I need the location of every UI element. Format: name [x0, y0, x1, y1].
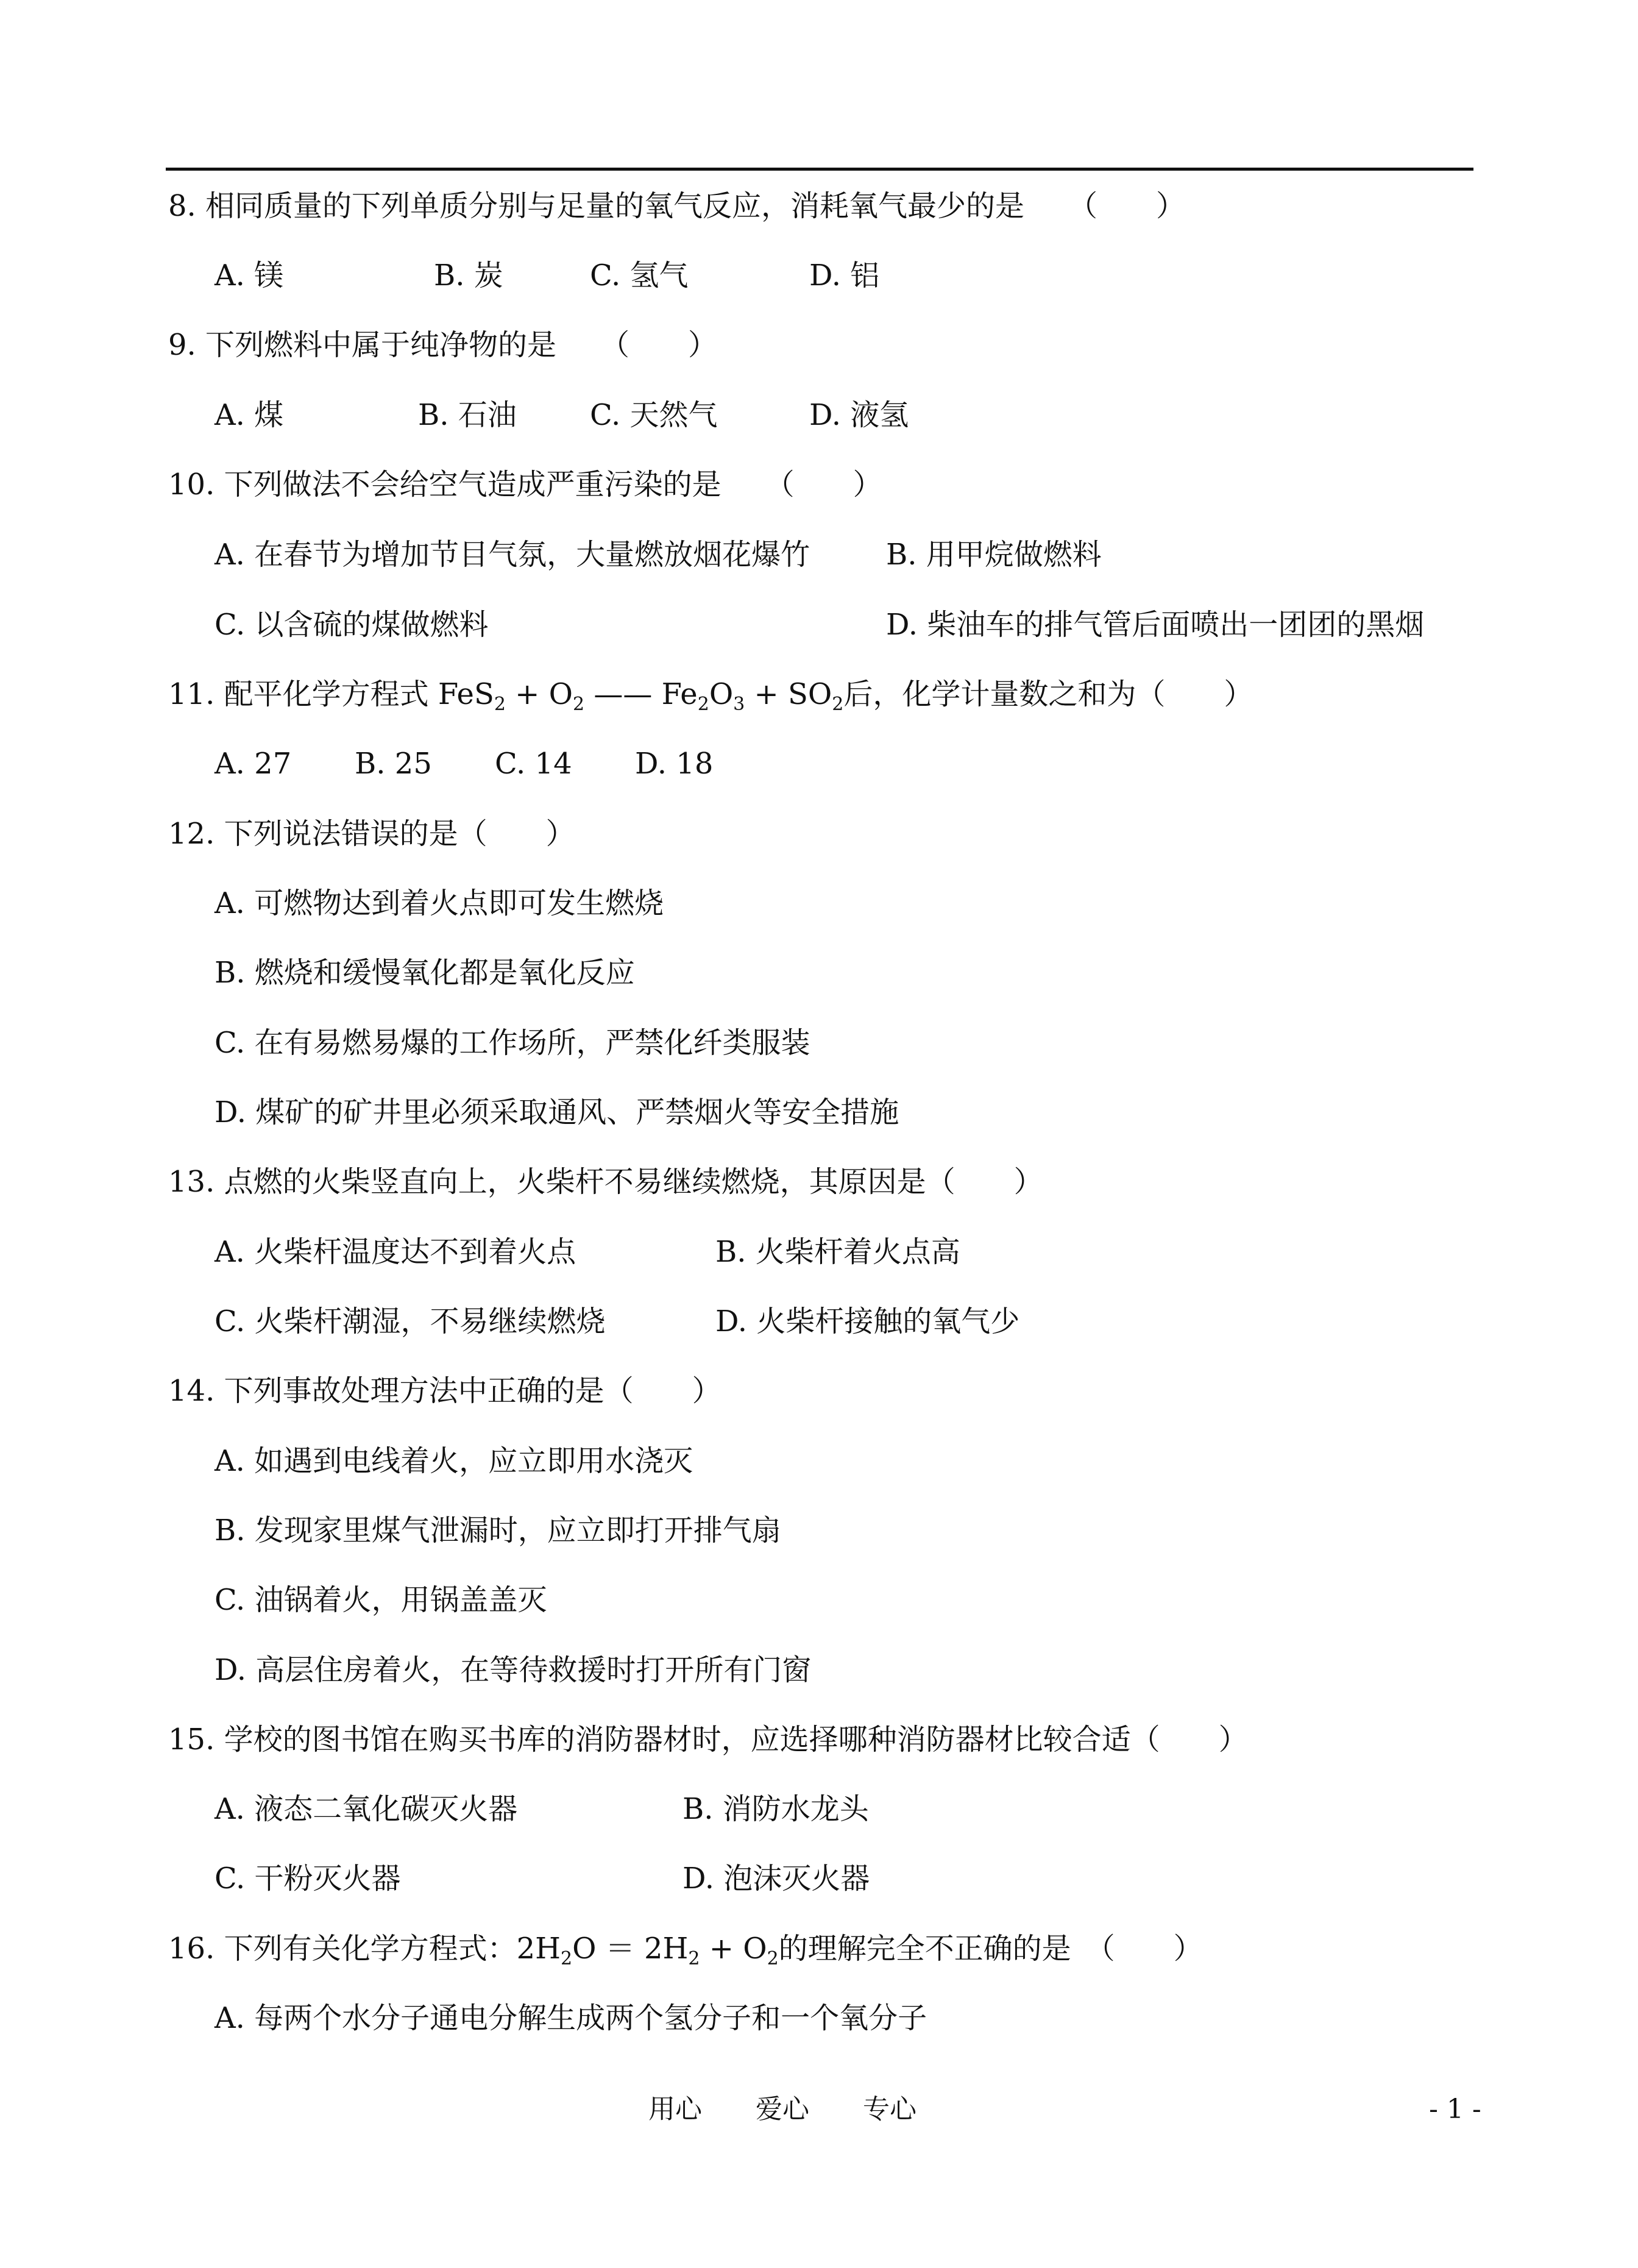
- footer-motto: 用心 爱心 专心: [648, 2094, 916, 2125]
- question-11-option-a: A. 27: [214, 747, 292, 781]
- page-number: - 1 -: [1429, 2094, 1481, 2125]
- question-10-stem: 10. 下列做法不会给空气造成严重污染的是 （ ）: [168, 467, 882, 502]
- equation-part: + O: [505, 677, 573, 711]
- subscript: 2: [561, 1948, 573, 1969]
- question-15-option-b: B. 消防水龙头: [682, 1792, 869, 1826]
- question-16-text: 16. 下列有关化学方程式：2H: [168, 1932, 561, 1966]
- subscript: 2: [697, 694, 709, 715]
- subscript: 2: [832, 694, 844, 715]
- question-8-option-a: A. 镁: [214, 258, 284, 293]
- equation-part: + O: [700, 1932, 767, 1966]
- question-10-option-c: C. 以含硫的煤做燃料: [214, 608, 489, 642]
- question-12-option-a: A. 可燃物达到着火点即可发生燃烧: [214, 886, 664, 920]
- equation-part: O: [709, 677, 734, 711]
- question-9-option-b: B. 石油: [418, 398, 517, 432]
- question-12-option-d: D. 煤矿的矿井里必须采取通风、严禁烟火等安全措施: [214, 1095, 899, 1129]
- question-11-option-b: B. 25: [355, 747, 432, 781]
- question-8-stem: 8. 相同质量的下列单质分别与足量的氧气反应，消耗氧气最少的是 （ ）: [168, 189, 1186, 223]
- question-15-option-d: D. 泡沫灭火器: [682, 1861, 870, 1896]
- question-14-option-d: D. 高层住房着火，在等待救援时打开所有门窗: [214, 1653, 812, 1687]
- question-16-option-a: A. 每两个水分子通电分解生成两个氢分子和一个氧分子: [214, 2001, 927, 2035]
- question-13-stem: 13. 点燃的火柴竖直向上，火柴杆不易继续燃烧，其原因是（ ）: [168, 1165, 1043, 1199]
- question-9-option-a: A. 煤: [214, 398, 284, 432]
- question-11-stem: [168, 676, 1253, 713]
- question-10-option-b: B. 用甲烷做燃料: [886, 538, 1102, 572]
- subscript: 2: [573, 694, 585, 715]
- subscript: 2: [767, 1948, 779, 1969]
- question-14-option-b: B. 发现家里煤气泄漏时，应立即打开排气扇: [214, 1513, 781, 1548]
- question-12-option-c: C. 在有易燃易爆的工作场所，严禁化纤类服装: [214, 1026, 810, 1060]
- subscript: 3: [733, 694, 745, 715]
- question-9-option-d: D. 液氢: [809, 398, 909, 432]
- question-13-option-a: A. 火柴杆温度达不到着火点: [214, 1235, 576, 1269]
- question-8-option-c: C. 氢气: [590, 258, 689, 293]
- question-8-option-d: D. 铝: [809, 258, 880, 293]
- equation-part: O ＝ 2H: [572, 1932, 689, 1966]
- question-11-option-d: D. 18: [635, 747, 714, 781]
- question-11-text: 11. 配平化学方程式 FeS: [168, 677, 494, 711]
- equation-part: —— Fe: [584, 677, 698, 711]
- question-15-option-c: C. 干粉灭火器: [214, 1861, 401, 1896]
- question-13-option-d: D. 火柴杆接触的氧气少: [715, 1304, 1020, 1338]
- question-10-option-a: A. 在春节为增加节目气氛，大量燃放烟花爆竹: [214, 538, 810, 572]
- question-9-stem: 9. 下列燃料中属于纯净物的是 （ ）: [168, 328, 718, 362]
- question-11-suffix: 后，化学计量数之和为（ ）: [843, 677, 1253, 711]
- question-12-stem: 12. 下列说法错误的是（ ）: [168, 817, 575, 851]
- question-9-option-c: C. 天然气: [590, 398, 718, 432]
- question-15-option-a: A. 液态二氧化碳灭火器: [214, 1792, 518, 1826]
- question-13-option-b: B. 火柴杆着火点高: [715, 1235, 960, 1269]
- question-16-suffix: 的理解完全不正确的是 （ ）: [778, 1932, 1203, 1966]
- question-14-stem: 14. 下列事故处理方法中正确的是（ ）: [168, 1374, 722, 1408]
- question-15-stem: 15. 学校的图书馆在购买书库的消防器材时，应选择哪种消防器材比较合适（ ）: [168, 1722, 1248, 1757]
- question-14-option-a: A. 如遇到电线着火，应立即用水浇灭: [214, 1444, 693, 1478]
- subscript: 2: [494, 694, 506, 715]
- question-10-option-d: D. 柴油车的排气管后面喷出一团团的黑烟: [886, 608, 1425, 642]
- question-11-option-c: C. 14: [495, 747, 572, 781]
- question-8-option-b: B. 炭: [434, 258, 503, 293]
- question-14-option-c: C. 油锅着火，用锅盖盖灭: [214, 1583, 547, 1617]
- header-rule: [166, 168, 1473, 171]
- question-12-option-b: B. 燃烧和缓慢氧化都是氧化反应: [214, 956, 635, 990]
- question-13-option-c: C. 火柴杆潮湿，不易继续燃烧: [214, 1304, 606, 1338]
- subscript: 2: [688, 1948, 700, 1969]
- question-16-stem: [168, 1930, 1203, 1967]
- equation-part: + SO: [745, 677, 832, 711]
